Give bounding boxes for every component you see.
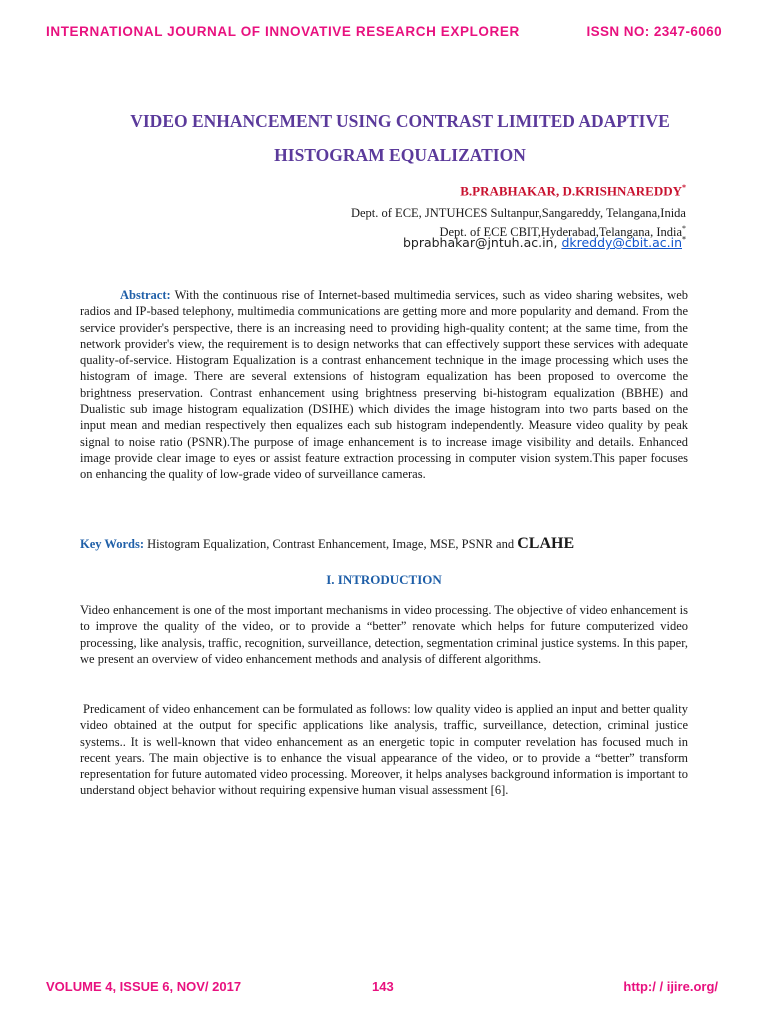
email-separator: , bbox=[553, 235, 562, 251]
keywords-last: CLAHE bbox=[517, 535, 575, 552]
keywords bbox=[80, 536, 688, 552]
intro-paragraph-1: Video enhancement is one of the most important mechanisms in video processing. The objective of video enhancement is to improve the quality of the video, or to provide a “better” renovate which helps for future computerized video processing, like analysis, traffic, recognition, surveillance, detection, segmentation criminal justice systems. In this paper, we present an overview of video enhancement methods and analysis of different algorithms. bbox=[80, 603, 688, 666]
author-mark: * bbox=[682, 183, 686, 192]
email-2-link[interactable]: dkreddy@cbit.ac.in bbox=[561, 235, 682, 251]
intro-paragraph-2 bbox=[80, 701, 688, 799]
abstract-label: Abstract: bbox=[120, 288, 171, 302]
page-number: 143 bbox=[372, 979, 394, 994]
email-2-mark: * bbox=[682, 235, 686, 244]
keywords-text: Histogram Equalization, Contrast Enhancement, Image, MSE, PSNR and bbox=[147, 537, 515, 551]
intro-paragraph-2-text: Predicament of video enhancement can be formulated as follows: low quality video is applied an input and better quality video obtained at the output for specific applications like analysis, traffic, surveillance, detection, criminal justice systems.. It is well-known that video enhancement as an energetic topic in computer revelation has focused much in recent years. The main objective is to enhance the visual appearance of the video, or to provide a “better” transform representation for future automated video processing. Moreover, it helps analyses background information is important to understand object behavior without requiring expensive human visual assessment [6]. bbox=[80, 702, 688, 798]
email-1: bprabhakar@jntuh.ac.in bbox=[402, 235, 554, 251]
abstract-text: With the continuous rise of Internet-based multimedia services, such as video sharing websites, web radios and IP-based telephony, multimedia communications are getting more and more popularity and demand. From the service provider's perspective, there is an increasing need to providing high-quality content; at the same time, from the network provider's view, the requirement is to design networks that can effectively support these services with adequate quality-of-service. Histogram Equalization is a contrast enhancement technique in the image processing which uses the histogram of image. There are several extensions of histogram equalization has been proposed to overcome the brightness preservation. Contrast enhancement using brightness preserving bi-histogram equalization (BBHE) and Dualistic sub image histogram equalization (DSIHE) which divides the image histogram into two parts based on the input mean and median respectively then equalizes each sub histogram independently. Measure video quality by peak signal to noise ratio (PSNR).The purpose of image enhancement is to increase image visibility and details. Enhanced image provide clear image to eyes or assist feature extraction processing in computer vision system.This paper focuses on enhancing the quality of low-grade video of surveillance cameras. bbox=[80, 288, 688, 482]
affiliation-1: Dept. of ECE, JNTUHCES Sultanpur,Sangareddy, Telangana,Inida bbox=[350, 206, 686, 220]
introduction-heading: I. INTRODUCTION bbox=[326, 572, 442, 587]
issn-number: ISSN NO: 2347-6060 bbox=[586, 24, 722, 39]
footer-volume: VOLUME 4, ISSUE 6, NOV/ 2017 bbox=[46, 979, 242, 994]
authors bbox=[460, 183, 686, 199]
author-emails bbox=[403, 235, 686, 250]
abstract bbox=[80, 287, 688, 483]
keywords-label: Key Words: bbox=[80, 537, 145, 551]
paper-title-line-1: VIDEO ENHANCEMENT USING CONTRAST LIMITED ADAPTIVE bbox=[130, 111, 670, 131]
affiliation-2-text: Dept. of ECE CBIT,Hyderabad,Telangana, India bbox=[439, 225, 682, 240]
affiliation-2-mark: * bbox=[682, 224, 686, 233]
author-names: B.PRABHAKAR, D.KRISHNAREDDY bbox=[460, 183, 682, 199]
paper-title-line-2: HISTOGRAM EQUALIZATION bbox=[274, 145, 526, 165]
footer-url[interactable]: http:/ / ijire.org/ bbox=[623, 979, 718, 994]
journal-name: INTERNATIONAL JOURNAL OF INNOVATIVE RESEARCH EXPLORER bbox=[46, 24, 520, 39]
